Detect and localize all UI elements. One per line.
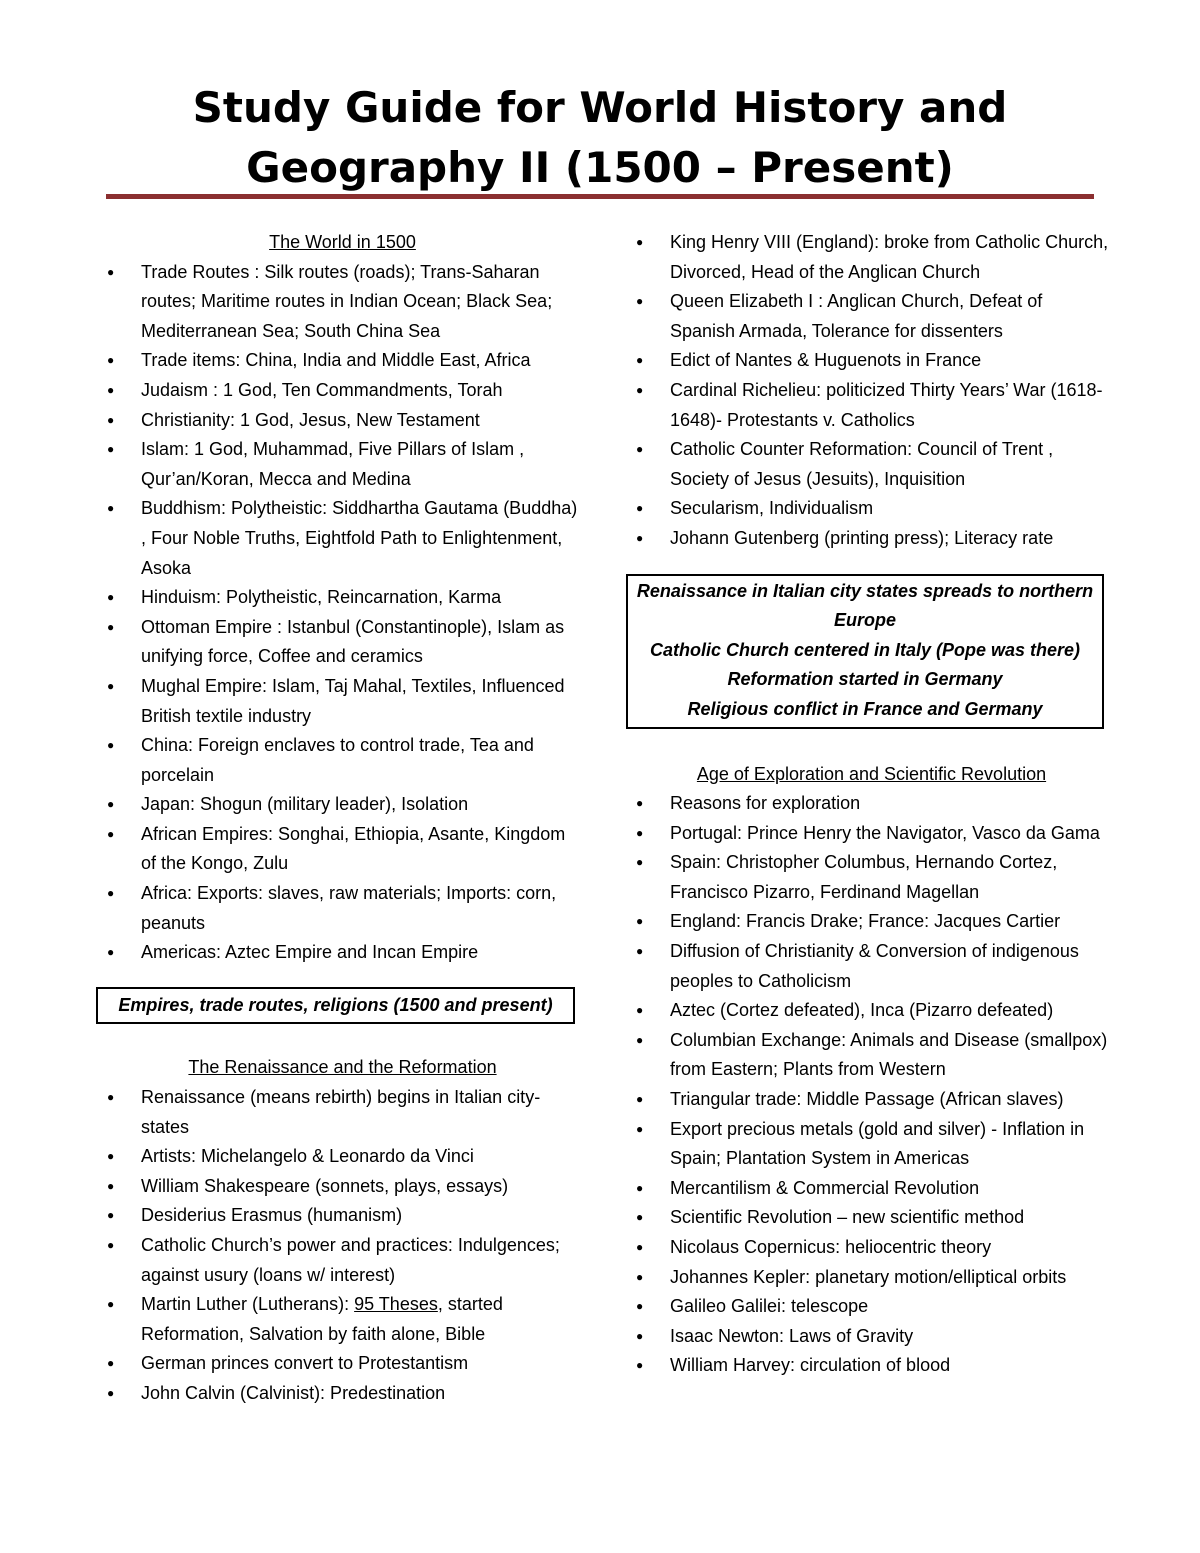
list-item: ● African Empires: Songhai, Ethiopia, Asante, Kingdom of the Kongo, Zulu xyxy=(105,820,580,879)
list-item: ● John Calvin (Calvinist): Predestination xyxy=(105,1379,580,1409)
left-column xyxy=(105,228,580,1409)
summary-box-empires: Empires, trade routes, religions (1500 and present) xyxy=(96,987,575,1025)
summary-line: Renaissance in Italian city states spreads to northern Europe xyxy=(636,580,1094,631)
list-item: ● Export precious metals (gold and silver) - Inflation in Spain; Plantation System in Americas xyxy=(634,1115,1109,1174)
list-item-martin-luther xyxy=(105,1290,580,1349)
exploration-list xyxy=(634,789,1109,1381)
list-item: ● Edict of Nantes & Huguenots in France xyxy=(634,346,1109,376)
summary-box-renaissance xyxy=(626,574,1104,729)
list-item: ● Catholic Counter Reformation: Council of Trent , Society of Jesus (Jesuits), Inquisition xyxy=(634,435,1109,494)
renaissance-list-luther xyxy=(105,1290,580,1349)
list-item: ● Portugal: Prince Henry the Navigator, Vasco da Gama xyxy=(634,819,1109,849)
list-item: ● Aztec (Cortez defeated), Inca (Pizarro defeated) xyxy=(634,996,1109,1026)
list-item: ● Triangular trade: Middle Passage (African slaves) xyxy=(634,1085,1109,1115)
reformation-list xyxy=(634,228,1109,554)
luther-prefix: Martin Luther (Lutherans): xyxy=(141,1294,355,1315)
list-item: ● Nicolaus Copernicus: heliocentric theory xyxy=(634,1233,1109,1263)
list-item: ● Artists: Michelangelo & Leonardo da Vinci xyxy=(105,1142,580,1172)
list-item: ● Diffusion of Christianity & Conversion of indigenous peoples to Catholicism xyxy=(634,937,1109,996)
list-item: ● Scientific Revolution – new scientific method xyxy=(634,1203,1109,1233)
summary-line: Catholic Church centered in Italy (Pope was there) xyxy=(649,639,1081,660)
list-item: ● Renaissance (means rebirth) begins in Italian city-states xyxy=(105,1083,580,1142)
ninety-five-theses-underlined: 95 Theses xyxy=(354,1294,438,1315)
list-item: ● Galileo Galilei: telescope xyxy=(634,1292,1109,1322)
luther-suffix: , started Reformation, Salvation by faith alone, Bible xyxy=(141,1294,503,1344)
list-item: ● William Harvey: circulation of blood xyxy=(634,1351,1109,1381)
list-item: ● Catholic Church’s power and practices: Indulgences; against usury (loans w/ interest) xyxy=(105,1231,580,1290)
world-1500-list xyxy=(105,258,580,968)
list-item: ● Judaism : 1 God, Ten Commandments, Torah xyxy=(105,376,580,406)
list-item: ● Buddhism: Polytheistic: Siddhartha Gautama (Buddha) , Four Noble Truths, Eightfold Path to Enlightenment, Asoka xyxy=(105,494,580,583)
list-item: ● Mughal Empire: Islam, Taj Mahal, Textiles, Influenced British textile industry xyxy=(105,672,580,731)
list-item: ● China: Foreign enclaves to control trade, Tea and porcelain xyxy=(105,731,580,790)
renaissance-list-after xyxy=(105,1349,580,1408)
section-heading-renaissance: The Renaissance and the Reformation xyxy=(188,1057,497,1078)
section-heading-world-1500: The World in 1500 xyxy=(269,232,416,252)
list-item: ● Secularism, Individualism xyxy=(634,494,1109,524)
list-item: ● German princes convert to Protestantism xyxy=(105,1349,580,1379)
list-item: ● Mercantilism & Commercial Revolution xyxy=(634,1174,1109,1204)
list-item: ● Japan: Shogun (military leader), Isolation xyxy=(105,790,580,820)
list-item: ● Africa: Exports: slaves, raw materials; Imports: corn, peanuts xyxy=(105,879,580,938)
list-item: ● Christianity: 1 God, Jesus, New Testament xyxy=(105,406,580,436)
list-item: ● Johannes Kepler: planetary motion/elliptical orbits xyxy=(634,1263,1109,1293)
list-item: ● Isaac Newton: Laws of Gravity xyxy=(634,1322,1109,1352)
title-divider xyxy=(106,194,1094,199)
right-column xyxy=(634,228,1109,1381)
list-item: ● Trade Routes : Silk routes (roads); Trans-Saharan routes; Maritime routes in Indian Ocean; Black Sea; Mediterranean Sea; South China Sea xyxy=(105,258,580,347)
list-item: ● Desiderius Erasmus (humanism) xyxy=(105,1201,580,1231)
summary-line: Reformation started in Germany xyxy=(727,669,1003,690)
list-item: ● Johann Gutenberg (printing press); Literacy rate xyxy=(634,524,1109,554)
list-item: ● William Shakespeare (sonnets, plays, essays) xyxy=(105,1172,580,1202)
list-item: ● Americas: Aztec Empire and Incan Empire xyxy=(105,938,580,968)
list-item: ● Queen Elizabeth I : Anglican Church, Defeat of Spanish Armada, Tolerance for dissenters xyxy=(634,287,1109,346)
list-item: ● Spain: Christopher Columbus, Hernando Cortez, Francisco Pizarro, Ferdinand Magellan xyxy=(634,848,1109,907)
renaissance-list xyxy=(105,1083,580,1290)
list-item: ● Reasons for exploration xyxy=(634,789,1109,819)
list-item: ● Islam: 1 God, Muhammad, Five Pillars of Islam , Qur’an/Koran, Mecca and Medina xyxy=(105,435,580,494)
list-item: ● Trade items: China, India and Middle East, Africa xyxy=(105,346,580,376)
page-title: Study Guide for World History and Geography II (1500 – Present) xyxy=(192,83,1008,192)
summary-line: Religious conflict in France and Germany xyxy=(687,698,1043,719)
list-item: ● King Henry VIII (England): broke from Catholic Church, Divorced, Head of the Anglican Church xyxy=(634,228,1109,287)
section-heading-exploration: Age of Exploration and Scientific Revolution xyxy=(696,763,1047,784)
list-item: ● Cardinal Richelieu: politicized Thirty Years’ War (1618-1648)- Protestants v. Catholics xyxy=(634,376,1109,435)
list-item: ● Hinduism: Polytheistic, Reincarnation, Karma xyxy=(105,583,580,613)
list-item: ● England: Francis Drake; France: Jacques Cartier xyxy=(634,907,1109,937)
list-item: ● Ottoman Empire : Istanbul (Constantinople), Islam as unifying force, Coffee and ceramics xyxy=(105,613,580,672)
list-item: ● Columbian Exchange: Animals and Disease (smallpox) from Eastern; Plants from Western xyxy=(634,1026,1109,1085)
